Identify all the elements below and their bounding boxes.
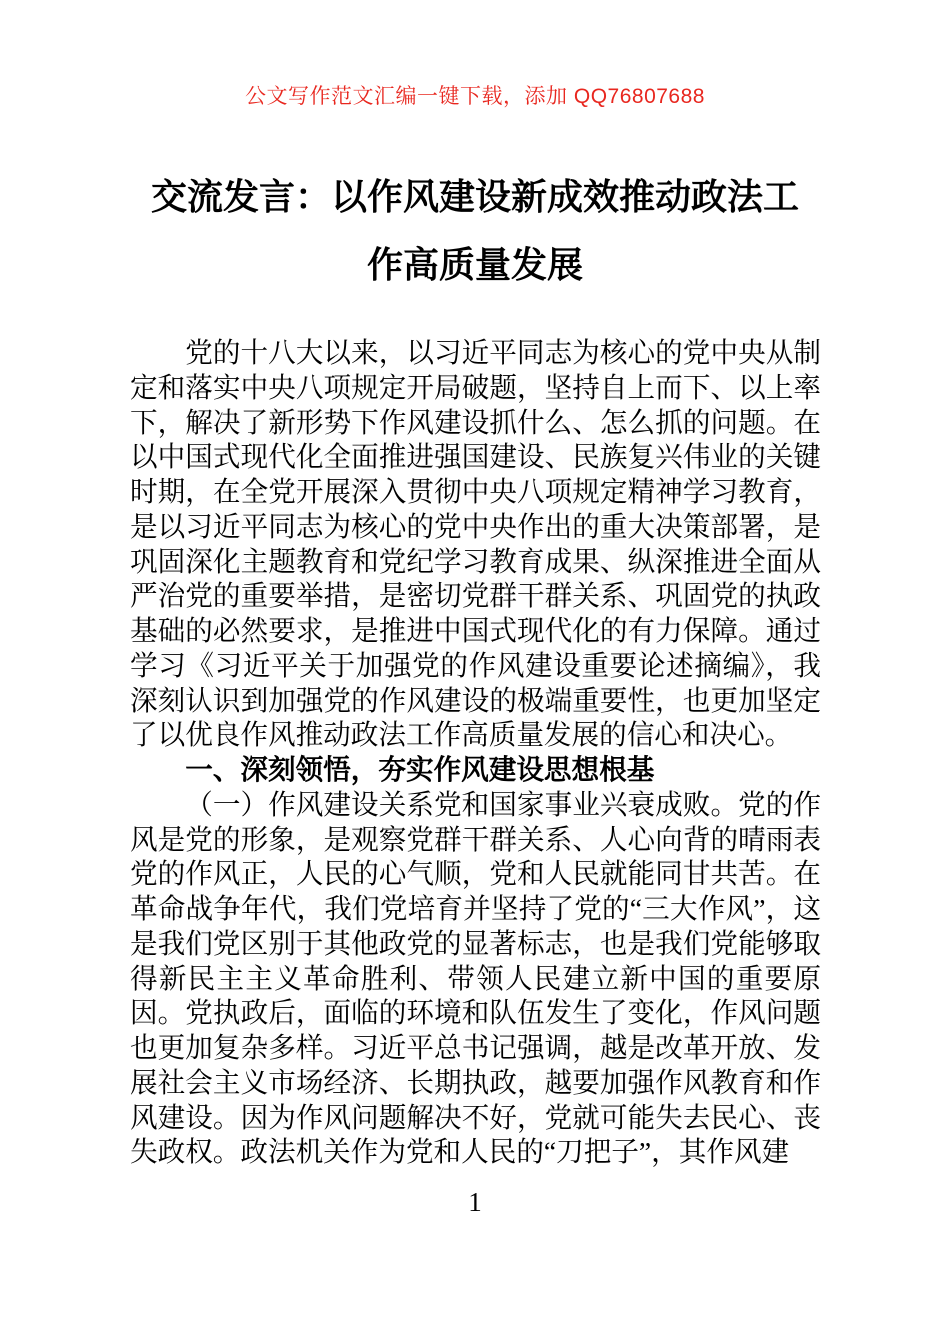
document-body — [130, 336, 821, 1170]
body-paragraph: （一）作风建设关系党和国家事业兴衰成败。党的作风是党的形象，是观察党群干群关系、人心向背的晴雨表党的作风正，人民的心气顺，党和人民就能同甘共苦。在革命战争年代，我们党培育并坚持了党的“三大作风”，这是我们党区别于其他政党的显著标志，也是我们党能够取得新民主主义革命胜利、带领人民建立新中国的重要原因。党执政后，面临的环境和队伍发生了变化，作风问题也更加复杂多样。习近平总书记强调，越是改革开放、发展社会主义市场经济、长期执政，越要加强作风教育和作风建设。因为作风问题解决不好，党就可能失去民心、丧失政权。政法机关作为党和人民的“刀把子”，其作风建 — [130, 788, 821, 1168]
body-paragraph: 党的十八大以来，以习近平同志为核心的党中央从制定和落实中央八项规定开局破题，坚持自上而下、以上率下，解决了新形势下作风建设抓什么、怎么抓的问题。在以中国式现代化全面推进强国建设、民族复兴伟业的关键时期，在全党开展深入贯彻中央八项规定精神学习教育，是以习近平同志为核心的党中央作出的重大决策部署，是巩固深化主题教育和党纪学习教育成果、纵深推进全面从严治党的重要举措，是密切党群干群关系、巩固党的执政基础的必然要求，是推进中国式现代化的有力保障。通过学习《习近平关于加强党的作风建设重要论述摘编》，我深刻认识到加强党的作风建设的极端重要性，也更加坚定了以优良作风推动政法工作高质量发展的信心和决心。 — [130, 337, 821, 751]
section-heading: 一、深刻领悟，夯实作风建设思想根基 — [185, 754, 655, 785]
document-title-line-1: 交流发言：以作风建设新成效推动政法工 — [150, 176, 799, 217]
document-title — [80, 163, 870, 299]
document-title-line-2: 作高质量发展 — [366, 244, 583, 285]
promo-header: 公文写作范文汇编一键下载，添加 QQ76807688 — [245, 85, 705, 108]
page-number: 1 — [468, 1187, 482, 1217]
